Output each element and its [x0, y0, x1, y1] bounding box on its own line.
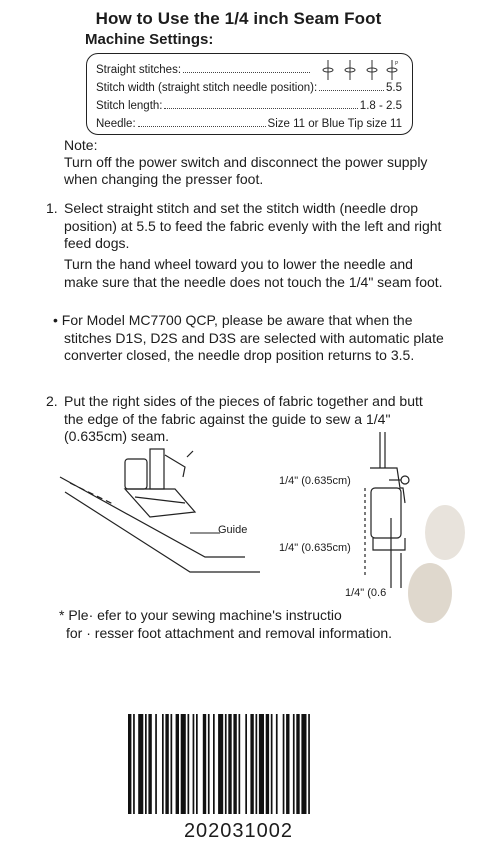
barcode-bar	[301, 714, 306, 814]
step-1-text: Select straight stitch and set the stitch width (needle drop position) at 5.5 to feed the fabric evenly with the left and right feed dogs.	[64, 200, 442, 251]
barcode-bar	[165, 714, 168, 814]
model-note-bullet: • For Model MC7700 QCP, please be aware that when the stitches D1S, D2S and D3S are selected with automatic plate converter closed, the needle drop position returns to 3.5.	[53, 312, 444, 363]
barcode-bar	[266, 714, 269, 814]
setting-needle: Needle: Size 11 or Blue Tip size 11	[96, 118, 402, 130]
setting-straight-stitches: Straight stitches:	[96, 60, 312, 76]
barcode-bar	[162, 714, 164, 814]
barcode-bar	[133, 714, 135, 814]
barcode-bar	[145, 714, 147, 814]
barcode-bar	[193, 714, 195, 814]
machine-settings-heading: Machine Settings:	[85, 31, 214, 48]
presser-foot-fabric-illustration	[55, 447, 275, 597]
barcode-bar	[250, 714, 253, 814]
barcode-bar	[188, 714, 190, 814]
note-heading: Note:	[64, 137, 98, 153]
barcode-bar	[155, 714, 157, 814]
barcode-bar	[218, 714, 223, 814]
dimension-middle: 1/4" (0.635cm)	[279, 542, 351, 554]
step-1-number: 1.	[46, 200, 58, 216]
barcode-bar	[286, 714, 289, 814]
barcode-bar	[308, 714, 310, 814]
barcode-bar	[225, 714, 227, 814]
step-1-text-2: Turn the hand wheel toward you to lower the needle and make sure that the needle does not touch the 1/4" seam foot.	[64, 256, 443, 290]
dimension-top: 1/4" (0.635cm)	[279, 475, 351, 487]
machine-settings-box	[86, 53, 413, 135]
barcode-number: 202031002	[183, 820, 294, 842]
smudge-mark	[425, 505, 465, 560]
barcode-bar	[203, 714, 206, 814]
barcode-bar	[256, 714, 258, 814]
barcode-bar	[128, 714, 131, 814]
barcode-bar	[271, 714, 273, 814]
barcode-bar	[181, 714, 186, 814]
step-2-text: Put the right sides of the pieces of fabric together and butt the edge of the fabric against the guide to sew a 1/4" (0.635cm) seam.	[64, 393, 423, 444]
barcode-bar	[276, 714, 278, 814]
note-text: Turn off the power switch and disconnect the power supply when changing the presser foot.	[64, 154, 428, 187]
page-title: How to Use the 1/4 inch Seam Foot	[95, 9, 382, 28]
barcode-bar	[148, 714, 151, 814]
setting-stitch-width: Stitch width (straight stitch needle position): 5.5	[96, 82, 402, 94]
step-2-number: 2.	[46, 393, 58, 409]
svg-text:P: P	[395, 61, 399, 67]
barcode-bar	[233, 714, 236, 814]
barcode-bar	[283, 714, 285, 814]
barcode-bar	[176, 714, 179, 814]
dimension-bottom: 1/4" (0.6	[345, 587, 387, 599]
barcode	[128, 714, 364, 814]
setting-stitch-length: Stitch length: 1.8 - 2.5	[96, 100, 402, 112]
barcode-bar	[259, 714, 264, 814]
barcode-bar	[196, 714, 198, 814]
footnote-line-2: for · resser foot attachment and removal information.	[66, 625, 393, 641]
barcode-bar	[239, 714, 241, 814]
barcode-bar	[296, 714, 299, 814]
footnote-line-1: * Ple· efer to your sewing machine's instructio	[59, 607, 342, 623]
barcode-bar	[228, 714, 231, 814]
guide-label: Guide	[218, 524, 248, 536]
barcode-bar	[138, 714, 143, 814]
barcode-bar	[171, 714, 173, 814]
barcode-bar	[213, 714, 215, 814]
barcode-bar	[208, 714, 210, 814]
barcode-bar	[245, 714, 247, 814]
barcode-bar	[293, 714, 295, 814]
